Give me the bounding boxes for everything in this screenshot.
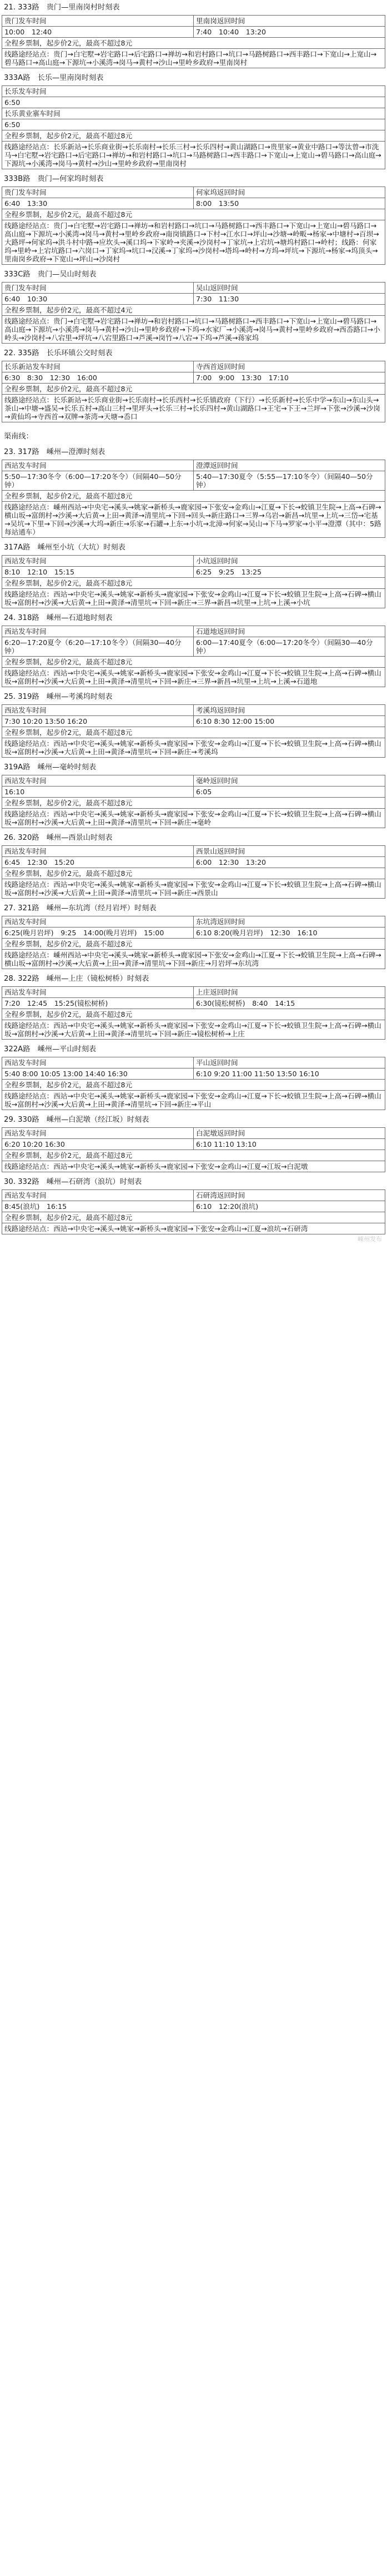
outbound-times: 6:25(晚月岩坪) 9:25 14:00(晚月岩坪) 15:00 [2,927,194,939]
schedule-document [0,0,387,1250]
fare-info: 全程乡票制，起步价2元，最高不超过8元 [2,491,385,502]
route-stops: 线路途经站点：西站→中央宅→溪头→姚家→新桥头→鹿家园→下张安→金鸡山→江夏→江坂→白泥墩 [2,1161,385,1172]
schedule-table [2,460,385,538]
schedule-table [2,626,385,687]
fare-info: 全程乡票制，起步价2元，最高不超过8元 [2,38,385,49]
return-times: 6:05 [194,787,385,798]
route-stops: 线路途经站点：嵊州西站→中央宅→溪头→姚家→新桥头→鹿家园→下张安→金鸡山→江夏→下长→蛟镇卫生院→上高→石碑→横山坂→富朗村→沙溪→大后黄→上田→黄泽→清里坑→下回→回头→新庄路口→三界→乌岩→新昌→坑里→上坑→三岱→宅基→吴坑→下里→下回→沙溪→大坞→新庄→乐家→石罐→上东→小坑→北漳→何家→吴山→下马→罗家→小平→澄潭（其中：5路每站通车） [2,502,385,538]
fare-info: 全程乡票制，起步价2元，最高不超过8元 [2,130,385,142]
schedule-table [2,1057,385,1110]
route-title: 333A路 长乐—里南岗时刻表 [4,74,104,82]
outbound-header: 西站发车时间 [2,1128,194,1139]
outbound-times: 10:00 12:40 [2,27,194,38]
return-times: 6:25 9:25 13:25 [194,567,385,578]
route-section [2,613,385,687]
route-section [2,1115,385,1172]
schedule-table [2,845,385,899]
route-section [2,1177,385,1243]
fare-info: 全程乡票制，起步价2元，最高不超过8元 [2,657,385,668]
route-title: 21. 333路 贵门—里南岗村时刻表 [4,3,120,12]
route-stops: 线路途经站点：长乐新站→长乐商业街→长乐南村→长乐三村→长乐四村→黄山湖路口→贵里家→黄业中路口→等汰曾→市洗马→白宅墅→岩宅路口→后宅路口→禅坊→和岩村路口→坑口→马路树路口→西丰路口→下宽山→上宽山→碧马路口→高山庭→下源坑→小溪湾→岗马→黄村→沙山→里岭乡政府→里南岗村 [2,142,385,169]
route-stops: 线路途经站点：西站→中央宅→溪头→姚家→新桥头→鹿家园→下张安→金鸡山→江夏→下长→蛟镇卫生院→上高→石碑→横山坂→富朗村→沙溪→大后黄→上田→黄泽→清里坑→下回→新庄→三界→新昌→坑里→上坑→上溪→小坑 [2,589,385,608]
outbound-times: 16:10 [2,787,194,798]
outbound-header: 西站发车时间 [2,460,194,471]
return-header: 白泥墩返回时间 [194,1128,385,1139]
return-header: 石研湾返回时间 [194,1190,385,1201]
outbound-times: 7:30 10:20 13:50 16:20 [2,716,194,727]
fare-info: 全程乡票制，起步价2元，最高不超过8元 [2,798,385,809]
schedule-table [2,775,385,828]
route-title: 319A路 嵊州—毫岭时刻表 [4,763,97,772]
outbound-times: 6:50 [2,97,385,108]
route-section [2,1044,385,1110]
route-section [2,447,385,538]
route-stops: 线路途经站点：嵊州西站→中央宅→溪头→姚家→新桥头→鹿家园→下张安→金鸡山→江夏→下长→蛟镇卫生院→上高→石碑→横山坂→富朗村→沙溪→大后黄→上田→黄泽→清里坑→下回→新庄→月岩坪→东坑湾 [2,950,385,969]
schedule-table [2,15,385,68]
return-header: 石道地返回时间 [194,626,385,637]
route-title: 22. 335路 长乐环镇公交时刻表 [4,349,113,357]
schedule-table [2,704,385,758]
route-stops: 线路途经站点：长乐新站→长乐商业街→长乐南村→长乐西村→长乐镇政府（下行）→长乐新村→长乐中学→东山→东山头→茶山→中塘→盛吴→长乐五村→高山三村→里坪头→长乐三村→长乐四村→黄山湖路口→王宅→下王→兰坪→下张→沙溪→沙岗→黄仙坞→寺西首→双牌→茶湾→天塘→岙口 [2,395,385,422]
route-stops: 线路途经站点：贵门→白宅墅→岩宅路口→禅坊→和岩村路口→坑口→马路树路口→西丰路口→下宽山→上宽山→碧马路口→高山庭→下源坑→小溪湾→岗马→黄村→里岭乡政府→南岗镇路口→下村→江水口→坪山→沙塘→岭畈→杨家→中塘村→百坝→大路坪→何家坞→洪斗村中路→应坎头→溪口坞→下家岭→夹溪→沙岗村→丁家坑→上宕坑→塘坞村路口→岭村；线路：何家坞→里岭→上宕坑路口→六岗口→丁家坞→坑口→汉溪→丁家坞→沙岗村→塔坞→岭村→方坞→坪坑→下源坑→杨家→坞顶头→里南岗乡政府→下宽山→坪山→沙岗村 [2,220,385,265]
line-group-label: 渠南线： [4,432,33,441]
schedule-table [2,1189,385,1234]
route-section [2,692,385,758]
return-header: 小坑返回时间 [194,556,385,567]
fare-info: 全程乡票制，起步价2元，最高不超过8元 [2,868,385,879]
return-header: 平山返回时间 [194,1057,385,1068]
outbound-header: 西站发车时间 [2,705,194,716]
route-section [2,348,385,422]
fare-info: 全程乡票制，起步价2元，最高不超过8元 [2,384,385,395]
outbound-times: 6:20—17:20夏令（6:20—17:10冬令）（间隔30—40分钟） [2,637,194,657]
route-section [2,174,385,265]
route-title: 29. 330路 嵊州—白泥墩（经江坂）时刻表 [4,1116,149,1124]
outbound-header: 西站发车时间 [2,916,194,927]
route-title: 333C路 贵门—吴山时刻表 [4,270,97,279]
route-stops: 线路途经站点：贵门→白宅墅→岩宅路口→后宅路口→禅坊→和岩村路口→坑口→马路树路口→西丰路口→下宽山→上宽山→碧马路口→高山庭→下源坑→小溪湾→岗马→黄村→沙山→里岭乡政府→里南岗村 [2,49,385,68]
fare-info: 全程乡票制，起步价2元，最高不超过8元 [2,939,385,950]
return-header: 上庄返回时间 [194,987,385,998]
return-header: 何家坞返回时间 [194,187,385,198]
route-section [2,73,385,169]
route-section [2,762,385,828]
outbound-header-secondary: 长乐黄业寨车时间 [2,108,385,119]
outbound-times: 5:50—17:30冬令（6:00—17:20冬令）（间隔40—50分钟） [2,471,194,491]
return-times: 7:00 9:00 13:30 17:10 [194,372,385,384]
outbound-header: 长乐新站发车时间 [2,361,194,372]
return-header: 里南岗返回时间 [194,16,385,27]
route-title: 322A路 嵊州—平山时刻表 [4,1045,97,1053]
outbound-times: 7:20 12:45 15:25(镜松树桥) [2,998,194,1009]
return-header: 吴山返回时间 [194,283,385,294]
route-title: 23. 317路 嵊州—澄潭时刻表 [4,448,105,456]
return-times: 6:30(镜松树桥) 8:40 14:15 [194,998,385,1009]
outbound-times: 6:40 13:30 [2,198,194,209]
route-title: 317A路 嵊州至小坑（大坑）时刻表 [4,543,125,552]
fare-info: 全程乡票制，起步价2元，最高不超过8元 [2,1009,385,1020]
route-section [2,833,385,899]
return-times: 6:00 12:30 13:20 [194,857,385,868]
return-times: 6:10 8:30 12:00 15:00 [194,716,385,727]
route-section [2,2,385,68]
route-stops: 线路途经站点：贵门→白宅墅→岩宅路口→禅坊→和岩村路口→坑口→马路树路口→西丰路口→下宽山→上宽山→碧马路口→高山庭→下源坑→小溪湾→岗马→黄村→沙山→里岭乡政府→下坞→水家厂→小溪湾→岗马→黄村→里岭乡政府→西岙路口→小岭头→沙岗村→八宕里→坪坑→八宕里路口→芦溪→岗竹→八宕→下坞→芦溪→蒋家坞 [2,316,385,344]
fare-info: 全程乡票制，起步价2元，最高不超过4元 [2,305,385,316]
outbound-header: 西站发车时间 [2,846,194,857]
outbound-header: 贵门发车时间 [2,283,194,294]
return-times: 7:30 11:30 [194,294,385,305]
fare-info: 全程乡票制，起步价2元，最高不超过8元 [2,578,385,589]
return-times: 6:10 8:20(晚月岩坪) 12:30 16:10 [194,927,385,939]
fare-info: 全程乡票制，起步价2元，最高不超过8元 [2,1150,385,1161]
outbound-times: 8:45(浪坑) 16:15 [2,1201,194,1212]
return-header: 西景山返回时间 [194,846,385,857]
fare-info: 全程乡票制，起步价2元，最高不超过8元 [2,1080,385,1091]
route-title: 24. 318路 嵊州—石道地时刻表 [4,614,113,622]
return-times: 6:00—17:40夏令（6:00—17:20冬令）（间隔30—40分钟） [194,637,385,657]
route-section [2,903,385,969]
outbound-times: 6:40 10:30 [2,294,194,305]
route-title: 28. 322路 嵊州—上庄（镜松树桥）时刻表 [4,975,149,983]
return-header: 考溪坞返回时间 [194,705,385,716]
route-title: 27. 321路 嵊州—东坑湾（经月岩坪）时刻表 [4,904,157,913]
outbound-header: 长乐发车时间 [2,86,385,97]
schedule-table [2,186,385,265]
schedule-table [2,1127,385,1172]
outbound-times: 6:30 8:30 12:30 16:00 [2,372,194,384]
route-section [2,974,385,1040]
outbound-times: 6:20 10:20 16:30 [2,1139,194,1150]
outbound-header: 西站发车时间 [2,775,194,787]
return-header: 澄潭返回时间 [194,460,385,471]
outbound-header: 西站发车时间 [2,1057,194,1068]
route-title: 26. 320路 嵊州—西景山时刻表 [4,834,113,842]
outbound-times: 6:45 12:30 15:20 [2,857,194,868]
route-stops: 线路途经站点：西站→中央宅→溪头→姚家→新桥头→鹿家园→下张安→金鸡山→江夏→下长→蛟镇卫生院→上高→石碑→横山坂→富朗村→沙溪→大后黄→上田→黄泽→清里坑→下回→新庄→平山 [2,1091,385,1110]
route-stops: 线路途经站点：西站→中央宅→溪头→姚家→新桥头→鹿家园→下张安→金鸡山→江夏→下长→蛟镇卫生院→上高→石碑→横山坂→富朗村→沙溪→大后黄→上田→黄泽→清里坑→下回→新庄→镜松树桥→上庄 [2,1020,385,1040]
fare-info: 全程乡票制，起步价2元，最高不超过8元 [2,727,385,738]
watermark-label: 嵊州发布 [358,1236,382,1243]
fare-info: 全程乡票制，起步价2元，最高不超过8元 [2,209,385,220]
route-section [2,542,385,608]
outbound-header: 西站发车时间 [2,1190,194,1201]
route-stops: 线路途经站点：西站→中央宅→溪头→姚家→新桥头→鹿家园→下张安→金鸡山→江夏→下长→蛟镇卫生院→上高→石碑→横山坂→富朗村→沙溪→大后黄→上田→黄泽→清里坑→下回→新庄→西景山 [2,879,385,899]
return-header: 毫岭返回时间 [194,775,385,787]
return-times: 6:10 11:10 13:10 [194,1139,385,1150]
route-title: 333B路 贵门—何家坞时刻表 [4,175,104,183]
outbound-header: 西站发车时间 [2,987,194,998]
outbound-header: 西站发车时间 [2,626,194,637]
outbound-header: 西站发车时间 [2,556,194,567]
outbound-times-secondary: 6:50 [2,119,385,130]
return-times: 5:40—17:30夏令（5:55—17:10冬令）（间隔40—50分钟） [194,471,385,491]
schedule-table [2,361,385,422]
route-stops: 线路途经站点：西站→中央宅→溪头→姚家→新桥头→鹿家园→下张安→金鸡山→江夏→下长→蛟镇卫生院→上高→石碑→横山坂→富朗村→沙溪→大后黄→上田→黄泽→清里坑→下回→新庄→毫岭 [2,809,385,828]
return-times: 7:40 10:40 13:20 [194,27,385,38]
return-times: 8:00 13:50 [194,198,385,209]
outbound-header: 贵门发车时间 [2,187,194,198]
schedule-table [2,916,385,969]
route-title: 30. 332路 嵊州—石研湾（浪坑）时刻表 [4,1178,142,1186]
schedule-table [2,282,385,344]
outbound-times: 8:10 12:10 15:15 [2,567,194,578]
route-stops: 线路途经站点：西站→中央宅→溪头→姚家→新桥头→鹿家园→下张安→金鸡山→江夏→下长→蛟镇卫生院→上高→石碑→横山坂→富朗村→沙溪→大后黄→上田→黄泽→清里坑→下回→新庄→三界→新昌→坑里→上坑→上溪→石道地 [2,668,385,687]
schedule-table [2,85,385,169]
route-stops: 线路途经站点：西站→中央宅→溪头→姚家→新桥头→鹿家园→下张安→金鸡山→江夏→下长→蛟镇卫生院→上高→石碑→横山坂→富朗村→沙溪→大后黄→上田→黄泽→清里坑→下回→新庄→考溪坞 [2,738,385,758]
route-section [2,269,385,344]
fare-info: 全程乡票制，起步价2元，最高不超过8元 [2,1212,385,1223]
return-header: 寺西首返回时间 [194,361,385,372]
route-title: 25. 319路 嵊州—考溪坞时刻表 [4,693,113,701]
outbound-times: 5:40 8:00 10:05 13:00 14:40 16:30 [2,1068,194,1080]
outbound-header: 贵门发车时间 [2,16,194,27]
schedule-table [2,555,385,608]
return-times: 6:10 9:20 11:00 11:50 13:50 16:10 [194,1068,385,1080]
schedule-table [2,986,385,1040]
return-times: 6:10 12:20(浪坑) [194,1201,385,1212]
route-stops: 线路途经站点：西站→中央宅→溪头→姚家→新桥头→鹿家园→下张安→金鸡山→江夏→浪坑→石研湾 [2,1223,385,1234]
return-header: 东坑湾返回时间 [194,916,385,927]
